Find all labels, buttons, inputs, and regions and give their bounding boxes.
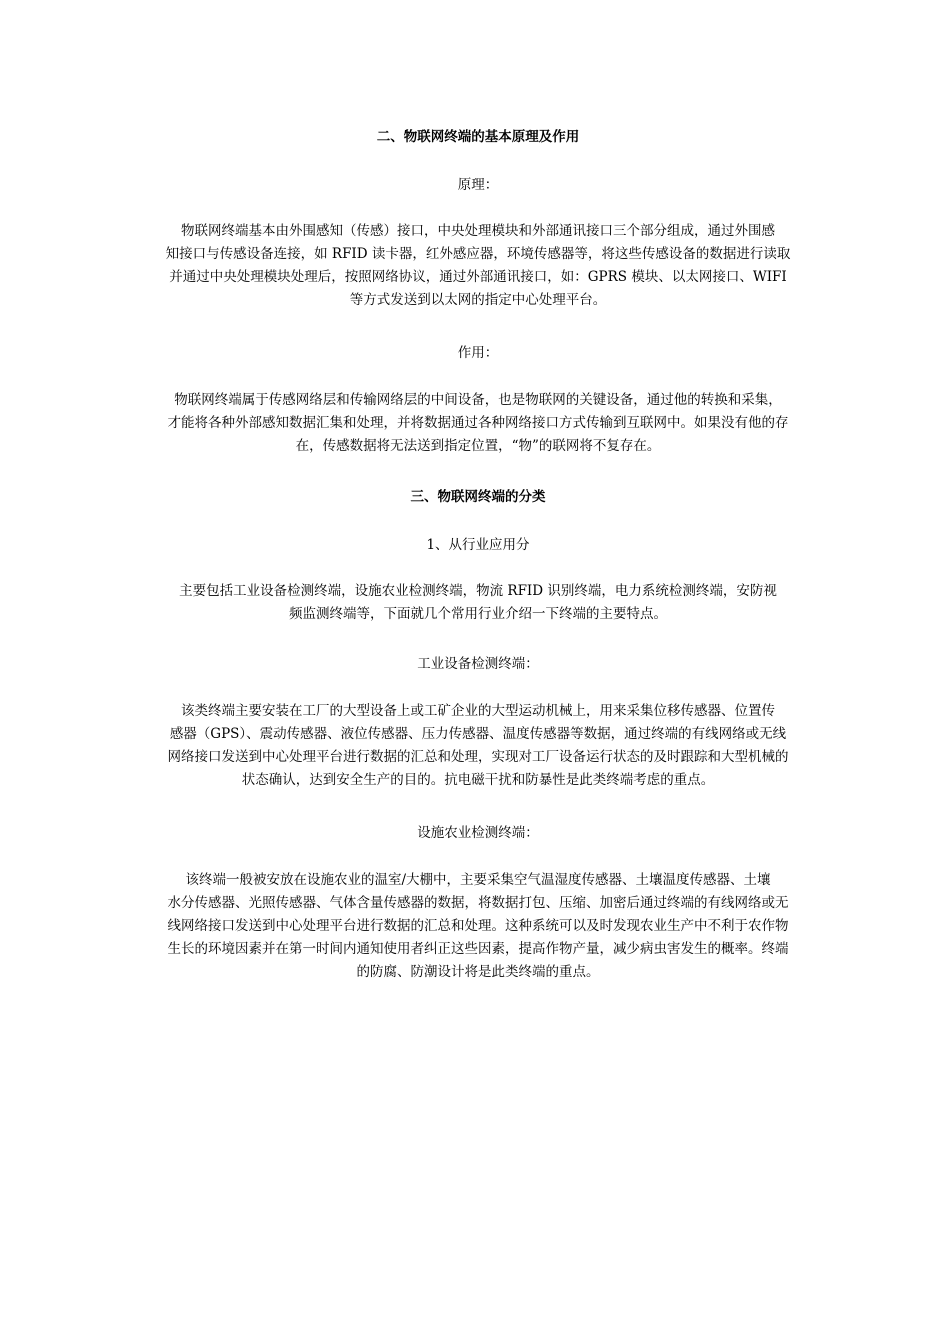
paragraph-line: 并通过中央处理模块处理后，按照网络协议，通过外部通讯接口，如：GPRS 模块、以太网接口、WIFI: [169, 269, 787, 285]
paragraph-line: 才能将各种外部感知数据汇集和处理，并将数据通过各种网络接口方式传输到互联网中。如果没有他的存: [167, 415, 789, 431]
paragraph-line: 物联网终端基本由外围感知（传感）接口，中央处理模块和外部通讯接口三个部分组成，通过外围感: [181, 223, 775, 239]
industrial-terminal-label: 工业设备检测终端：: [417, 656, 539, 672]
section-2-heading: [140, 126, 816, 149]
paragraph-line: 物联网终端属于传感网络层和传输网络层的中间设备，也是物联网的关键设备，通过他的转换和采集，: [174, 392, 782, 408]
subsection-1-title: 1、从行业应用分: [426, 537, 530, 553]
paragraph-line: 主要包括工业设备检测终端，设施农业检测终端，物流 RFID 识别终端，电力系统检测终端，安防视: [179, 583, 777, 599]
paragraph-line: 等方式发送到以太网的指定中心处理平台。: [349, 292, 607, 308]
agriculture-terminal-label: 设施农业检测终端：: [417, 825, 539, 841]
paragraph-line: 该终端一般被安放在设施农业的温室/大棚中，主要采集空气温湿度传感器、土壤温度传感器、土壤: [185, 872, 771, 888]
paragraph-line: 该类终端主要安装在工厂的大型设备上或工矿企业的大型运动机械上，用来采集位移传感器、位置传: [181, 703, 775, 719]
paragraph-line: 知接口与传感设备连接，如 RFID 读卡器，红外感应器，环境传感器等，将这些传感设备的数据进行读取: [165, 246, 791, 262]
function-paragraph: [140, 389, 816, 458]
function-label-block: [140, 342, 816, 365]
paragraph-line: 在，传感数据将无法送到指定位置，“物”的联网将不复存在。: [295, 438, 661, 454]
principle-label-block: [140, 174, 816, 197]
section-2-title: 二、物联网终端的基本原理及作用: [376, 129, 580, 145]
paragraph-line: 生长的环境因素并在第一时间内通知使用者纠正这些因素，提高作物产量，减少病虫害发生的概率。终端: [167, 941, 789, 957]
principle-label: 原理：: [457, 177, 499, 193]
section-3-title: 三、物联网终端的分类: [410, 489, 546, 505]
paragraph-line: 状态确认，达到安全生产的目的。抗电磁干扰和防暴性是此类终端考虑的重点。: [241, 772, 715, 788]
paragraph-line: 网络接口发送到中心处理平台进行数据的汇总和处理，实现对工厂设备运行状态的及时跟踪和大型机械的: [167, 749, 789, 765]
paragraph-line: 频监测终端等，下面就几个常用行业介绍一下终端的主要特点。: [289, 606, 667, 622]
agriculture-paragraph: [140, 869, 816, 984]
section-3-heading: [140, 486, 816, 509]
industry-overview-paragraph: [140, 580, 816, 626]
paragraph-line: 水分传感器、光照传感器、气体含量传感器的数据，将数据打包、压缩、加密后通过终端的有线网络或无: [167, 895, 789, 911]
paragraph-line: 线网络接口发送到中心处理平台进行数据的汇总和处理。这种系统可以及时发现农业生产中不利于农作物: [167, 918, 789, 934]
industrial-paragraph: [140, 700, 816, 792]
subsection-1-heading: [140, 534, 816, 557]
industrial-label-block: [140, 653, 816, 676]
function-label: 作用：: [457, 345, 499, 361]
paragraph-line: 感器（GPS）、震动传感器、液位传感器、压力传感器、温度传感器等数据，通过终端的有线网络或无线: [169, 726, 787, 742]
agri-label-block: [140, 822, 816, 845]
principle-paragraph: [140, 220, 816, 312]
paragraph-line: 的防腐、防潮设计将是此类终端的重点。: [356, 964, 600, 980]
